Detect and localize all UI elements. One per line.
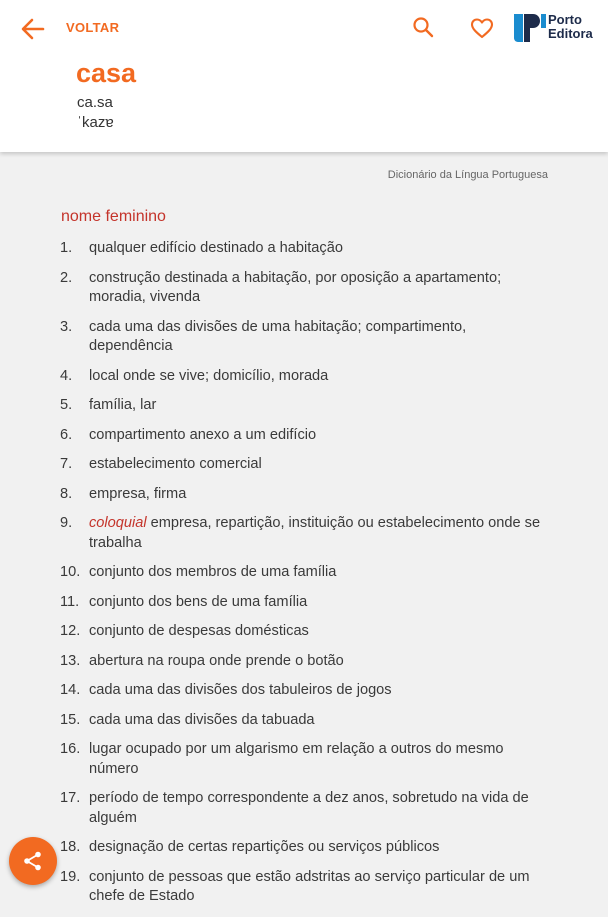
definition-text: qualquer edifício destinado a habitação bbox=[89, 240, 343, 256]
definition-text: conjunto de pessoas que estão adstritas ao serviço particular de um chefe de Estado bbox=[89, 868, 530, 904]
definition-item bbox=[0, 426, 608, 446]
definition-item bbox=[0, 652, 608, 672]
definition-item bbox=[0, 269, 608, 308]
arrow-left-icon bbox=[19, 15, 47, 43]
entry-word: casa bbox=[76, 58, 137, 88]
definition-item bbox=[0, 396, 608, 416]
definition-text: período de tempo correspondente a dez anos, sobretudo na vida de alguém bbox=[89, 790, 529, 826]
search-icon bbox=[410, 14, 438, 42]
share-icon bbox=[21, 849, 45, 873]
definition-item bbox=[0, 563, 608, 583]
definitions-list bbox=[0, 239, 608, 917]
definition-text: família, lar bbox=[89, 397, 157, 413]
definition-text: abertura na roupa onde prende o botão bbox=[89, 652, 344, 669]
definition-number: 18. bbox=[60, 839, 81, 855]
definition-number: 10. bbox=[60, 564, 81, 580]
definition-number: 8. bbox=[60, 485, 73, 502]
definition-text: estabelecimento comercial bbox=[89, 456, 262, 472]
definition-number: 16. bbox=[60, 741, 81, 757]
definition-item bbox=[0, 711, 608, 731]
porto-editora-logo bbox=[514, 13, 602, 43]
definition-text: cada uma das divisões dos tabuleiros de jogos bbox=[89, 682, 392, 698]
back-button[interactable] bbox=[18, 14, 48, 44]
back-label[interactable]: VOLTAR bbox=[66, 20, 120, 35]
definition-item bbox=[0, 593, 608, 613]
definition-number: 2. bbox=[60, 269, 73, 286]
dictionary-source: Dicionário da Língua Portuguesa bbox=[387, 169, 548, 181]
logo-line-2: Editora bbox=[548, 26, 593, 41]
definition-text: designação de certas repartições ou serviços públicos bbox=[89, 839, 440, 855]
logo-line-1: Porto bbox=[548, 12, 582, 27]
definition-item bbox=[0, 838, 608, 858]
favorite-button[interactable] bbox=[468, 14, 496, 42]
porto-editora-logo-mark bbox=[514, 14, 546, 42]
definition-register: coloquial bbox=[89, 515, 147, 531]
search-button[interactable] bbox=[410, 14, 438, 42]
definition-text: lugar ocupado por um algarismo em relação a outros do mesmo número bbox=[89, 741, 504, 777]
definition-item bbox=[0, 239, 608, 259]
definition-number: 19. bbox=[60, 868, 81, 885]
part-of-speech: nome feminino bbox=[61, 208, 166, 225]
definition-item bbox=[0, 455, 608, 475]
syllable-division: ca.sa bbox=[77, 94, 113, 111]
definition-number: 14. bbox=[60, 682, 81, 698]
definition-item bbox=[0, 318, 608, 357]
definition-number: 9. bbox=[60, 515, 73, 531]
definition-item bbox=[0, 514, 608, 553]
definition-number: 11. bbox=[60, 593, 80, 610]
app-header bbox=[0, 0, 608, 152]
definition-text: cada uma das divisões de uma habitação; compartimento, dependência bbox=[89, 318, 467, 354]
definition-item bbox=[0, 622, 608, 642]
definition-item bbox=[0, 681, 608, 701]
definition-number: 7. bbox=[60, 456, 73, 472]
definition-number: 13. bbox=[60, 652, 81, 669]
definition-item bbox=[0, 789, 608, 828]
definition-text: compartimento anexo a um edifício bbox=[89, 426, 317, 443]
definition-text: empresa, firma bbox=[89, 485, 187, 502]
definition-number: 5. bbox=[60, 397, 73, 413]
definition-number: 15. bbox=[60, 711, 81, 728]
share-button[interactable] bbox=[9, 837, 57, 885]
definition-number: 3. bbox=[60, 318, 73, 335]
phonetic-transcription: ˈkazɐ bbox=[77, 114, 114, 131]
definition-item bbox=[0, 868, 608, 907]
definition-item bbox=[0, 485, 608, 505]
logo-text bbox=[548, 13, 593, 41]
definition-text: conjunto dos bens de uma família bbox=[89, 593, 308, 610]
definition-number: 1. bbox=[60, 240, 73, 256]
definition-text: cada uma das divisões da tabuada bbox=[89, 711, 315, 728]
definition-number: 12. bbox=[60, 623, 81, 639]
definition-item bbox=[0, 740, 608, 779]
definition-item bbox=[0, 367, 608, 387]
definition-number: 6. bbox=[60, 426, 73, 443]
definition-text: construção destinada a habitação, por oposição a apartamento; moradia, vivenda bbox=[89, 269, 502, 305]
definition-text: empresa, repartição, instituição ou estabelecimento onde se trabalha bbox=[89, 515, 541, 551]
definition-text: conjunto de despesas domésticas bbox=[89, 623, 309, 639]
definition-number: 4. bbox=[60, 367, 73, 384]
definition-text: local onde se vive; domicílio, morada bbox=[89, 367, 329, 384]
definition-number: 17. bbox=[60, 790, 81, 806]
definition-text: conjunto dos membros de uma família bbox=[89, 564, 337, 580]
heart-icon bbox=[468, 14, 496, 42]
